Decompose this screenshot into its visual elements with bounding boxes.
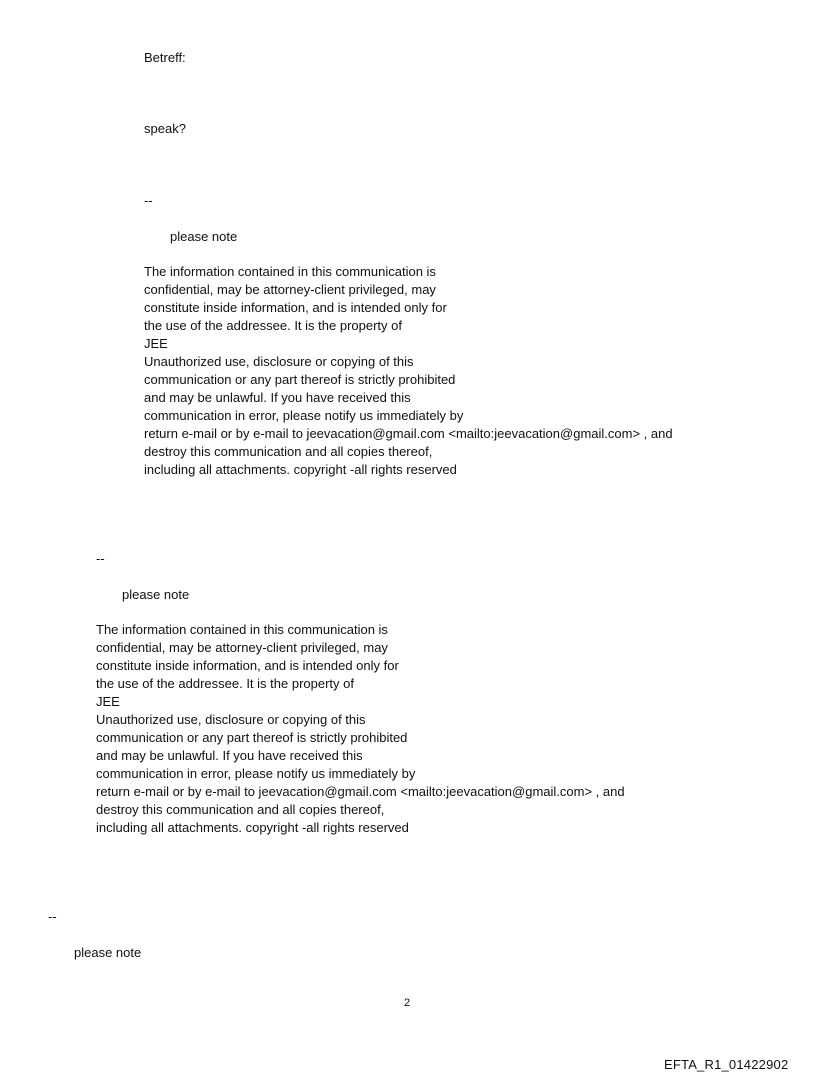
document-id: EFTA_R1_01422902 — [664, 1057, 789, 1072]
disclaimer-line: communication or any part thereof is strictly prohibited — [144, 372, 456, 387]
signature-separator-2: -- — [96, 551, 105, 566]
disclaimer-line: The information contained in this communication is — [96, 622, 388, 637]
disclaimer-line: Unauthorized use, disclosure or copying of this — [144, 354, 414, 369]
disclaimer-line: constitute inside information, and is intended only for — [144, 300, 447, 315]
disclaimer-line: destroy this communication and all copies thereof, — [144, 444, 433, 459]
please-note-1: please note — [170, 229, 238, 244]
disclaimer-line: the use of the addressee. It is the property of — [96, 676, 354, 691]
disclaimer-line: Unauthorized use, disclosure or copying of this — [96, 712, 366, 727]
disclaimer-line: JEE — [96, 694, 120, 709]
disclaimer-line: communication in error, please notify us immediately by — [96, 766, 416, 781]
disclaimer-line: including all attachments. copyright -all rights reserved — [144, 462, 457, 477]
disclaimer-line: JEE — [144, 336, 168, 351]
disclaimer-line: confidential, may be attorney-client privileged, may — [144, 282, 436, 297]
please-note-3: please note — [74, 945, 142, 960]
disclaimer-line: return e-mail or by e-mail to jeevacation@gmail.com <mailto:jeevacation@gmail.com> , and — [144, 426, 673, 441]
disclaimer-line: return e-mail or by e-mail to jeevacation@gmail.com <mailto:jeevacation@gmail.com> , and — [96, 784, 625, 799]
disclaimer-line: and may be unlawful. If you have received this — [96, 748, 363, 763]
signature-separator-1: -- — [144, 193, 153, 208]
please-note-2: please note — [122, 587, 190, 602]
disclaimer-line: The information contained in this communication is — [144, 264, 436, 279]
disclaimer-line: communication in error, please notify us immediately by — [144, 408, 464, 423]
disclaimer-block-2 — [96, 621, 625, 837]
disclaimer-block-1 — [144, 263, 673, 479]
disclaimer-line: and may be unlawful. If you have received this — [144, 390, 411, 405]
disclaimer-line: confidential, may be attorney-client privileged, may — [96, 640, 388, 655]
disclaimer-line: constitute inside information, and is intended only for — [96, 658, 399, 673]
page-number: 2 — [404, 997, 411, 1009]
subject-label: Betreff: — [144, 50, 186, 65]
disclaimer-line: destroy this communication and all copies thereof, — [96, 802, 385, 817]
speak-text: speak? — [144, 121, 186, 136]
disclaimer-line: the use of the addressee. It is the property of — [144, 318, 402, 333]
disclaimer-line: including all attachments. copyright -all rights reserved — [96, 820, 409, 835]
disclaimer-line: communication or any part thereof is strictly prohibited — [96, 730, 408, 745]
signature-separator-3: -- — [48, 909, 57, 924]
